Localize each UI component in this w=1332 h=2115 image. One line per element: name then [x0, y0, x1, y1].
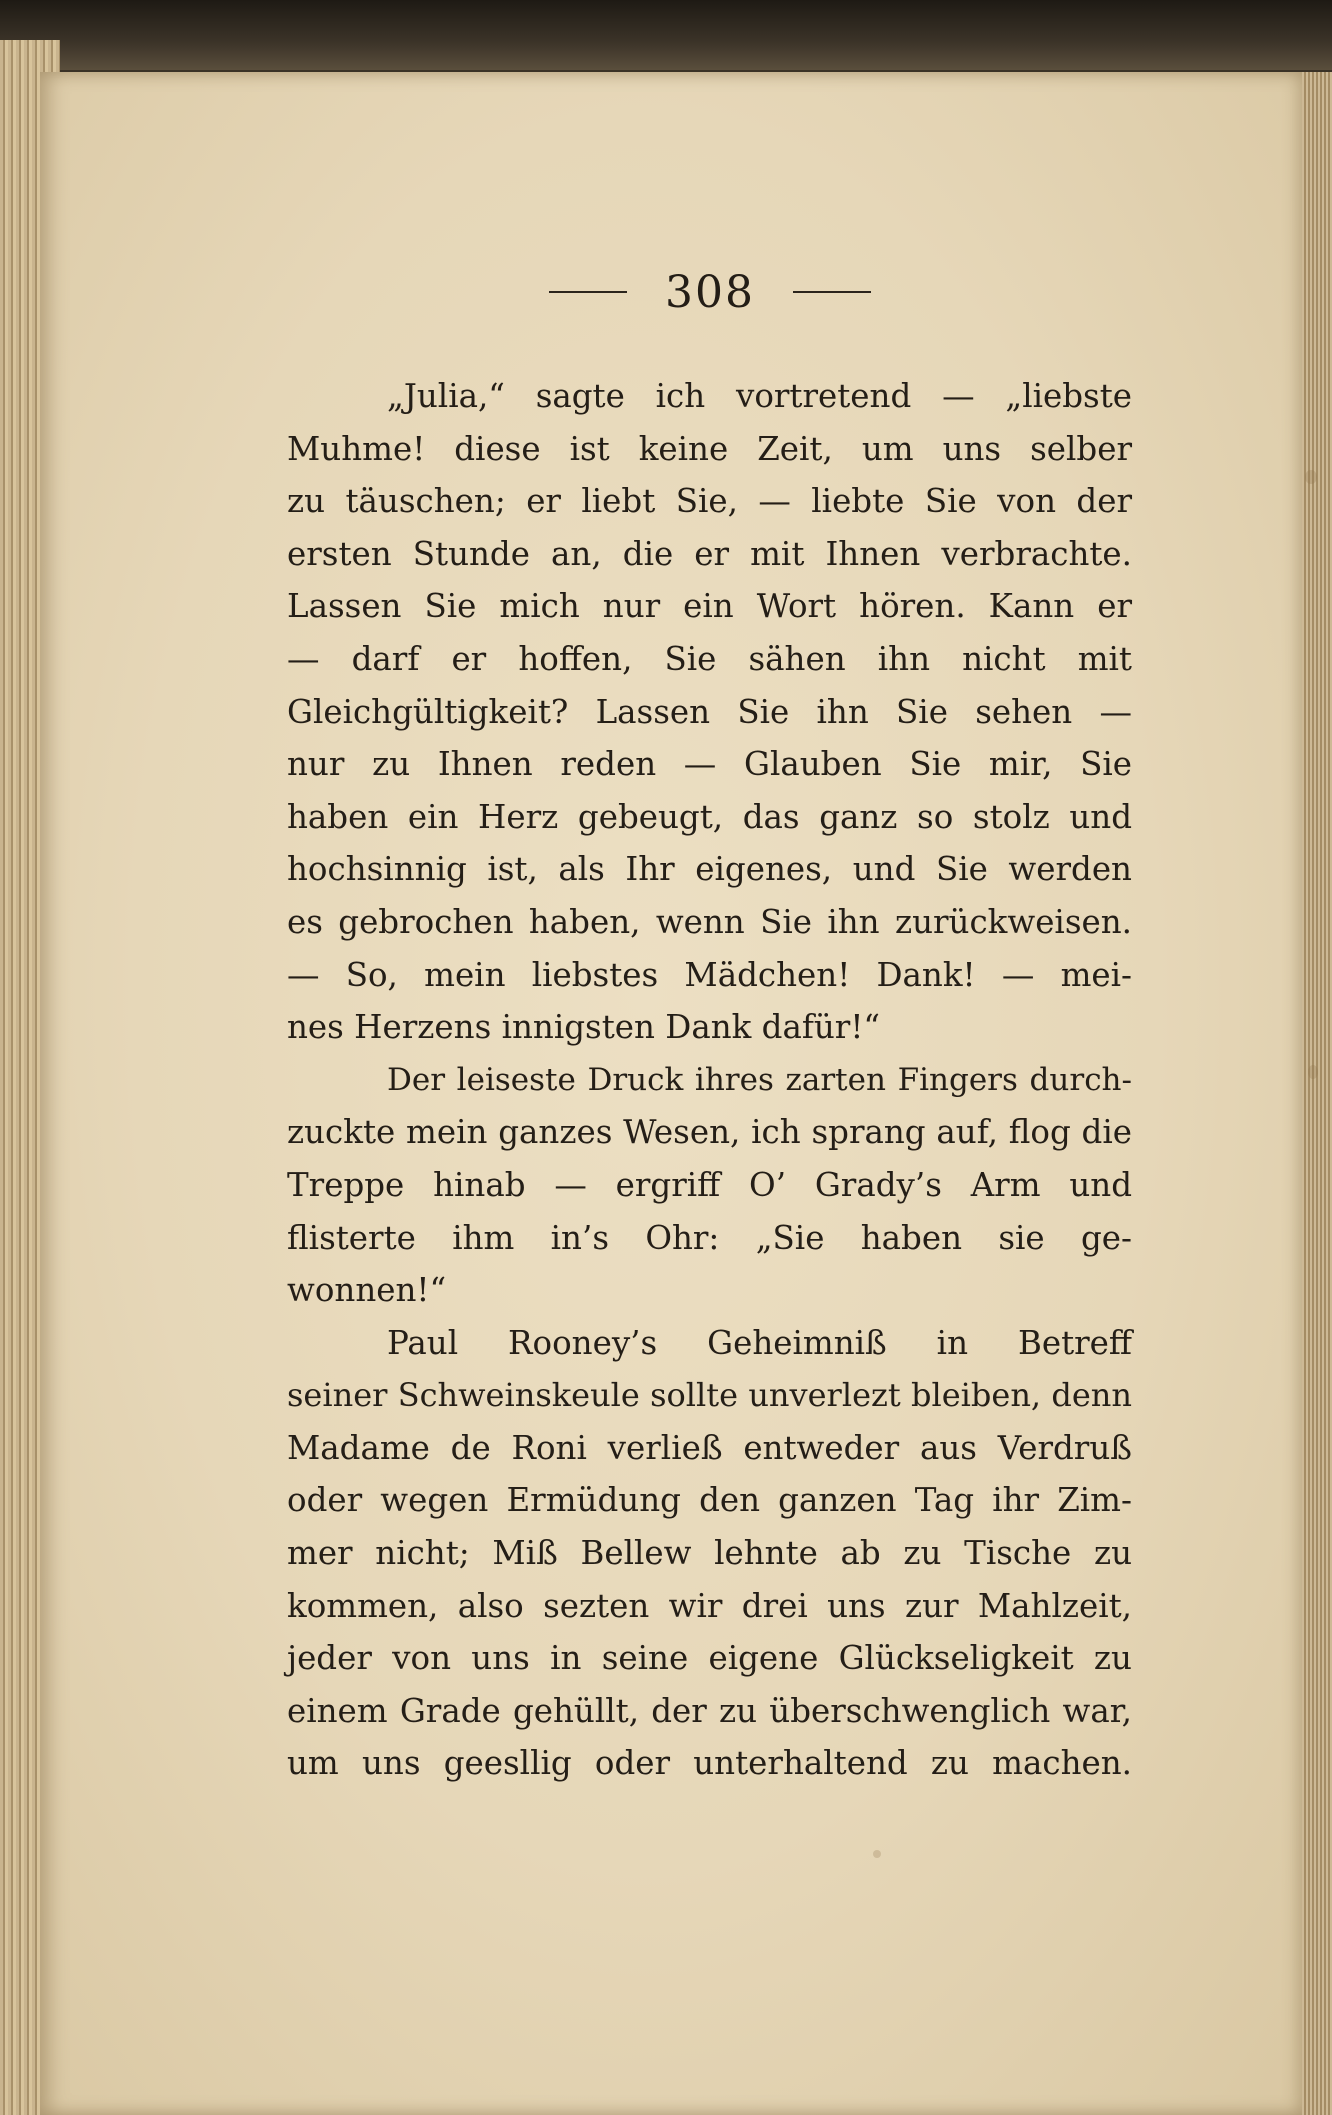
text-line: es gebrochen haben, wenn Sie ihn zurückweisen.	[287, 902, 1132, 941]
text-line: Paul Rooney’s Geheimniß in Betreff	[387, 1323, 1132, 1362]
text-line: flisterte ihm in’s Ohr: „Sie haben sie ge-	[287, 1218, 1132, 1257]
header-dash-left	[549, 291, 627, 293]
text-line: Der leiseste Druck ihres zarten Fingers durch-	[387, 1061, 1132, 1098]
paragraph	[287, 370, 1132, 1054]
text-line: „Julia,“ sagte ich vortretend — „liebste	[387, 377, 1132, 415]
foxing-spot	[873, 1850, 881, 1858]
text-line: zu täuschen; er liebt Sie, — liebte Sie von der	[287, 482, 1132, 521]
text-line: — darf er hoffen, Sie sähen ihn nicht mit	[287, 639, 1132, 678]
foxing-spot	[1305, 470, 1317, 484]
text-line: um uns geesllig oder unterhaltend zu machen.	[287, 1744, 1132, 1783]
text-line: seiner Schweinskeule sollte unverlezt bleiben, denn	[287, 1376, 1132, 1415]
text-line: zuckte mein ganzes Wesen, ich sprang auf, flog die	[287, 1113, 1132, 1152]
text-line: Muhme! diese ist keine Zeit, um uns selber	[287, 429, 1132, 468]
page-header	[530, 262, 890, 322]
text-line: wonnen!“	[287, 1271, 447, 1310]
text-line: Madame de Roni verließ entweder aus Verdruß	[287, 1428, 1132, 1467]
text-line: nes Herzens innigsten Dank dafür!“	[287, 1008, 881, 1047]
header-dash-right	[793, 291, 871, 293]
page-stack-right	[1302, 72, 1332, 2115]
book-top-shadow	[0, 0, 1332, 70]
body-text	[287, 370, 1132, 1790]
text-line: ersten Stunde an, die er mit Ihnen verbrachte.	[287, 534, 1132, 573]
text-line: haben ein Herz gebeugt, das ganz so stolz und	[287, 797, 1132, 836]
text-line: mer nicht; Miß Bellew lehnte ab zu Tische zu	[287, 1534, 1132, 1573]
text-line: — So, mein liebstes Mädchen! Dank! — mei-	[287, 955, 1132, 994]
text-line: oder wegen Ermüdung den ganzen Tag ihr Zim-	[287, 1481, 1132, 1520]
text-line: einem Grade gehüllt, der zu überschwenglich war,	[287, 1691, 1132, 1730]
text-line: kommen, also sezten wir drei uns zur Mahlzeit,	[287, 1586, 1132, 1625]
text-line: Treppe hinab — ergriff O’ Grady’s Arm und	[287, 1165, 1132, 1204]
text-line: Gleichgültigkeit? Lassen Sie ihn Sie sehen —	[287, 692, 1132, 731]
paragraph	[287, 1317, 1132, 1790]
text-line: hochsinnig ist, als Ihr eigenes, und Sie werden	[287, 850, 1132, 889]
page-number: 308	[665, 266, 755, 318]
text-line: jeder von uns in seine eigene Glückseligkeit zu	[287, 1639, 1132, 1678]
text-line: nur zu Ihnen reden — Glauben Sie mir, Sie	[287, 745, 1132, 784]
text-line: Lassen Sie mich nur ein Wort hören. Kann er	[287, 587, 1132, 626]
foxing-spot	[1308, 1065, 1318, 1079]
paragraph	[287, 1054, 1132, 1317]
